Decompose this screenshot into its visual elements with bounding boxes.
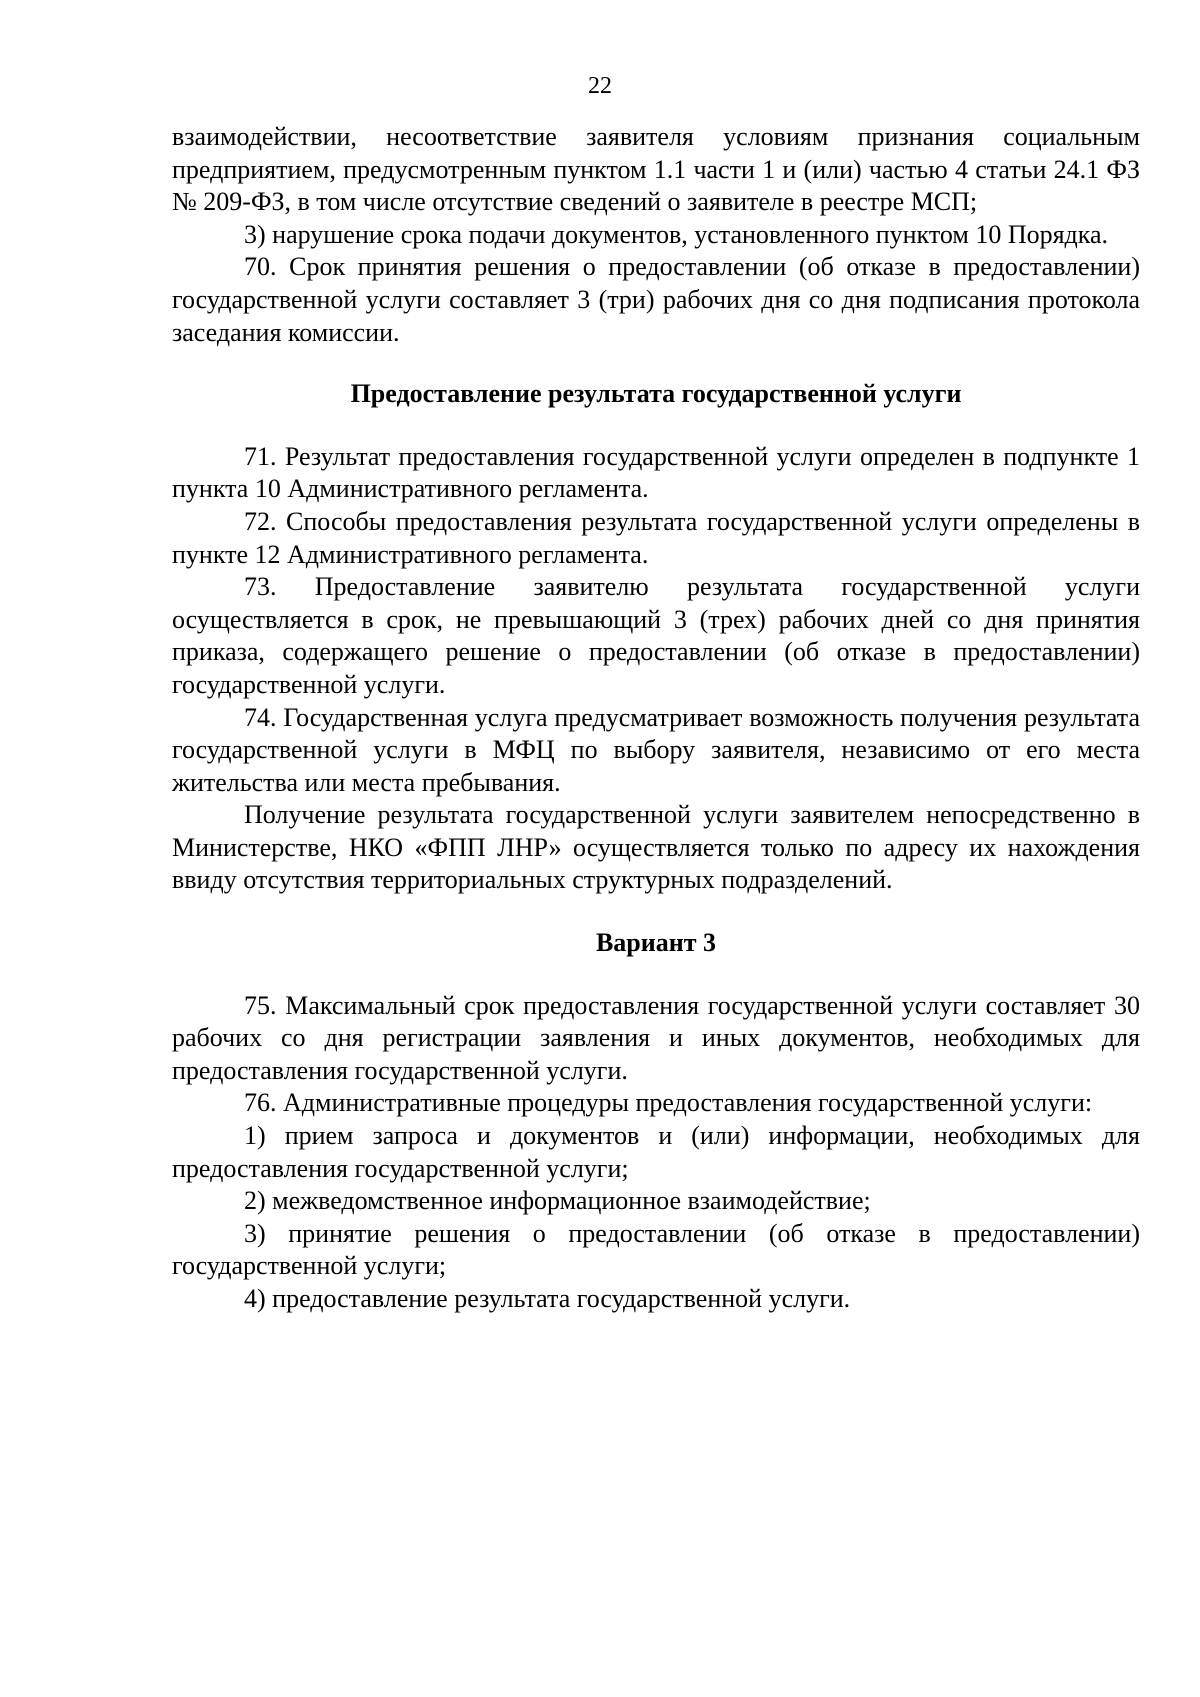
paragraph-76: 76. Административные процедуры предоставления государственной услуги: [244,1088,1093,1118]
paragraph-73: 73. Предоставление заявителю результата государственной услуги осуществляется в срок, не превышающий 3 (трех) рабочих дней со дня принятия приказа, содержащего решение о предоставлении (об отказе в предоставлении) государственной услуги. [172,572,1140,699]
paragraph-receipt: Получение результата государственной услуги заявителем непосредственно в Министерстве, НКО «ФПП ЛНР» осуществляется только по адресу их нахождения ввиду отсутствия территориальных структурных подразделений. [172,800,1140,895]
paragraph-71: 71. Результат предоставления государственной услуги определен в подпункте 1 пункта 10 Административного регламента. [172,441,1140,504]
list-item-1: 1) прием запроса и документов и (или) информации, необходимых для предоставления государственной услуги; [172,1121,1140,1183]
section-heading-result: Предоставление результата государственной услуги [350,379,962,409]
section-heading-variant-3: Вариант 3 [595,928,717,958]
page-number: 22 [588,73,612,99]
list-item-3: 3) принятие решения о предоставлении (об отказе в предоставлении) государственной услуги; [172,1218,1140,1281]
list-item-4: 4) предоставление результата государственной услуги. [244,1284,851,1313]
document-body [172,121,1140,1316]
paragraph-75: 75. Максимальный срок предоставления государственной услуги составляет 30 рабочих со дня регистрации заявления и иных документов, необходимых для предоставления государственной услуги. [172,990,1140,1085]
paragraph-72: 72. Способы предоставления результата государственной услуги определены в пункте 12 Административного регламента. [172,506,1140,569]
paragraph-continuation: взаимодействии, несоответствие заявителя условиям признания социальным предприятием, предусмотренным пунктом 1.1 части 1 и (или) частью 4 статьи 24.1 ФЗ № 209-ФЗ, в том числе отсутствие сведений о заявителе в реестре МСП; [172,122,1140,217]
list-item-2: 2) межведомственное информационное взаимодействие; [244,1186,871,1216]
paragraph-74: 74. Государственная услуга предусматривает возможность получения результата государственной услуги в МФЦ по выбору заявителя, независимо от его места жительства или места пребывания. [172,702,1140,797]
paragraph-70: 70. Срок принятия решения о предоставлении (об отказе в предоставлении) государственной услуги составляет 3 (три) рабочих дня со дня подписания протокола заседания комиссии. [172,252,1140,347]
paragraph-item-3: 3) нарушение срока подачи документов, установленного пунктом 10 Порядка. [244,219,1109,249]
